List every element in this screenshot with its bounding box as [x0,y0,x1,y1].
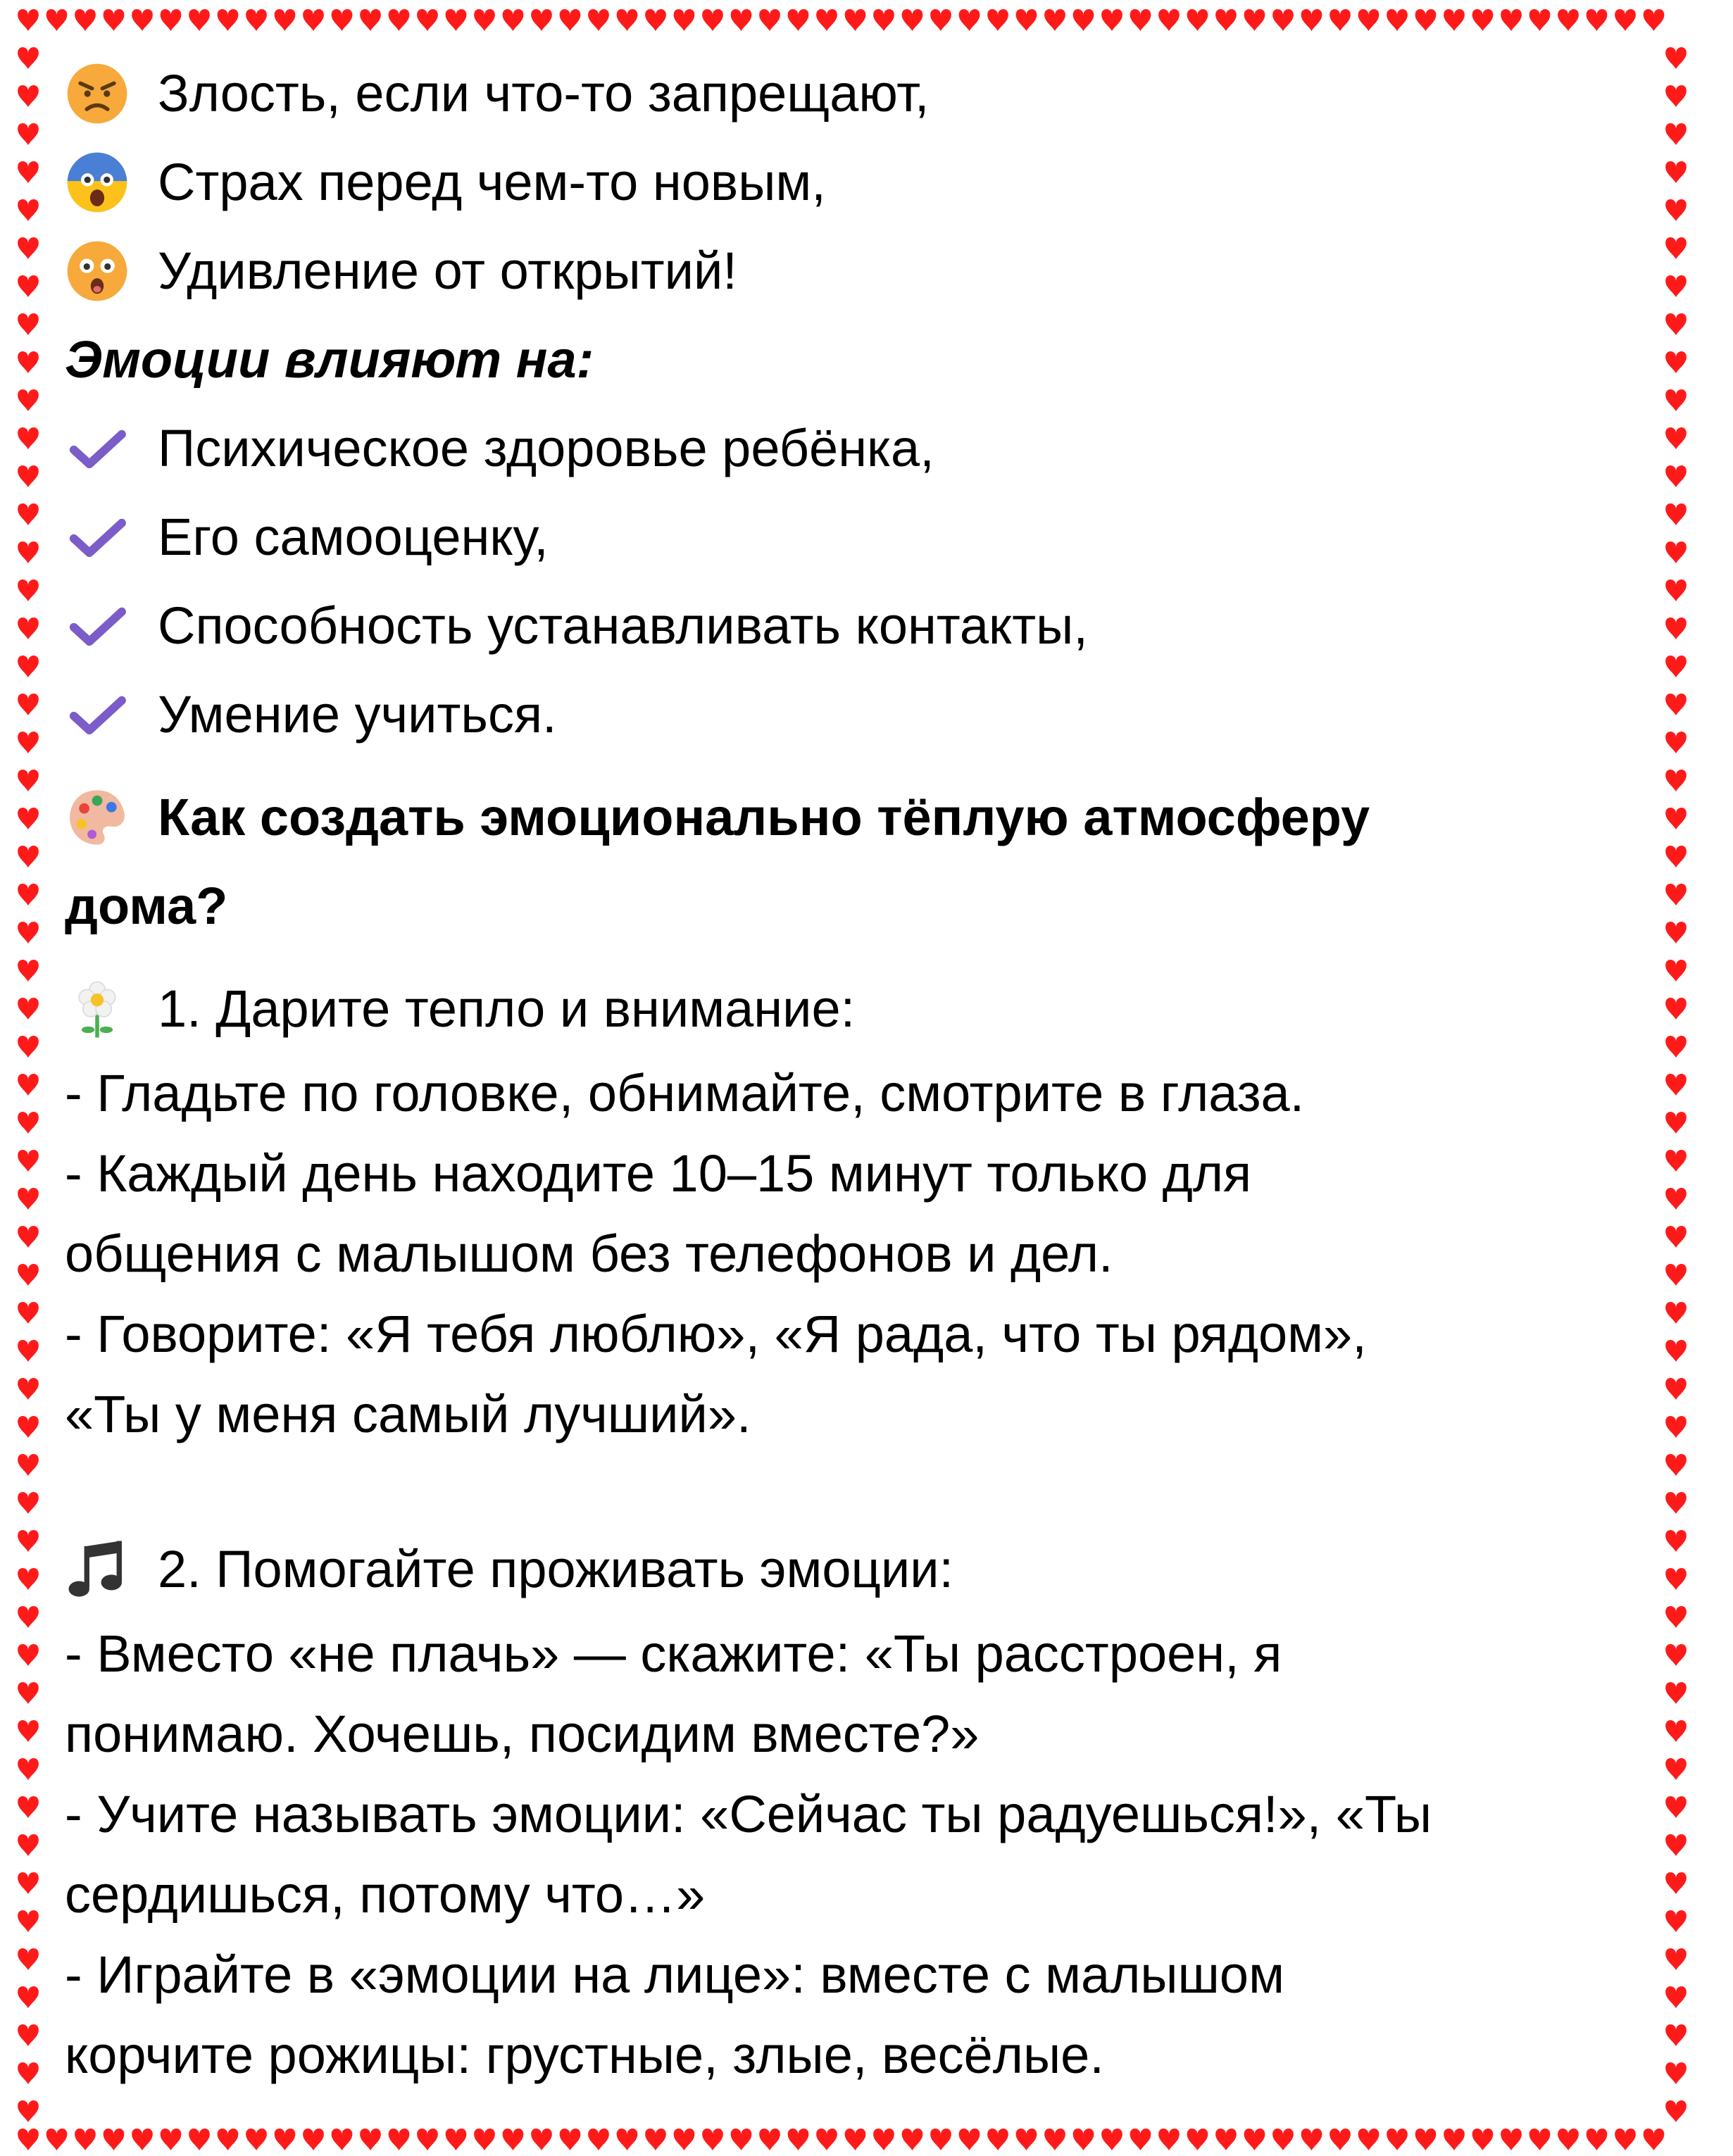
heart-icon [1615,2129,1636,2150]
heart-icon [1665,541,1687,563]
heart-icon [474,2129,495,2150]
heart-icon [18,1872,39,1894]
check-mark-icon [65,682,130,747]
heart-icon [531,9,552,31]
heart-icon [1330,9,1351,31]
heart-icon [731,9,752,31]
heart-icon [560,9,581,31]
heart-icon [1644,9,1665,31]
heart-icon [1665,1036,1687,1058]
heart-icon [18,1112,39,1134]
heart-icon [18,998,39,1020]
emotion-text: Страх перед чем-то новым, [158,153,826,211]
heart-icon [759,2129,780,2150]
heart-icon [389,9,410,31]
heart-icon [18,1682,39,1704]
heart-icon [1501,9,1522,31]
heart-icon [18,732,39,753]
heart-icon [446,9,467,31]
heart-icon [1387,2129,1408,2150]
heart-icon [959,9,980,31]
heart-icon [18,694,39,715]
heart-icon [218,2129,239,2150]
heart-icon [702,9,723,31]
influence-item [65,493,1656,582]
heart-icon [75,9,96,31]
heart-icon [18,1606,39,1628]
heart-icon [1665,275,1687,297]
heart-icon [1665,123,1687,145]
heart-icon [1330,2129,1351,2150]
heart-icon [1016,9,1037,31]
heart-icon [1665,1910,1687,1932]
heart-icon [18,2129,39,2150]
fearful-face-icon [65,150,130,215]
heart-icon [1358,2129,1379,2150]
heart-icon [18,1530,39,1552]
heart-icon [1215,9,1237,31]
heart-icon [1665,1606,1687,1628]
tip1-title [65,965,1656,1053]
heart-icon [1187,9,1208,31]
heart-icon [18,1264,39,1286]
heart-icon [1665,1986,1687,2008]
heart-icon [1272,9,1294,31]
heart-icon [1665,237,1687,259]
heart-icon [18,161,39,183]
heart-icon [1665,1530,1687,1552]
heart-icon [1130,2129,1151,2150]
heart-icon [902,2129,923,2150]
heart-icon [1044,2129,1065,2150]
tip1-line: - Гладьте по головке, обнимайте, смотрите в глаза. [65,1064,1305,1122]
heart-icon [75,2129,96,2150]
heart-icon [303,9,324,31]
heart-icon [18,1910,39,1932]
heart-icon [275,9,296,31]
heart-icon [987,2129,1008,2150]
heart-icon [1665,1188,1687,1210]
heart-icon [1301,9,1322,31]
heart-icon [18,9,39,31]
heart-icon [1665,465,1687,487]
heart-icon [18,85,39,107]
heart-icon [1665,922,1687,944]
heart-icon [1665,2024,1687,2046]
heart-icon [1665,1720,1687,1742]
tip1-line: - Говорите: «Я тебя люблю», «Я рада, что ты рядом», [65,1305,1367,1363]
heart-icon [417,9,438,31]
emotion-item-fear [65,138,1656,227]
heart-icon [18,1796,39,1818]
tip1-line: общения с малышом без телефонов и дел. [65,1224,1113,1283]
heart-icon [1244,9,1265,31]
document-content [65,49,1656,2095]
heart-icon [1665,161,1687,183]
heart-icon [18,351,39,373]
heart-icon [275,2129,296,2150]
heart-icon [18,1454,39,1476]
heart-icon [1665,199,1687,221]
heart-icon [18,656,39,677]
heart-icon [18,123,39,145]
influence-text: Способность устанавливать контакты, [158,596,1088,655]
heart-icon [531,2129,552,2150]
heart-icon [218,9,239,31]
heart-icon [902,9,923,31]
heart-icon [1415,9,1437,31]
heart-icon [18,1226,39,1248]
heart-icon [1272,2129,1294,2150]
heart-icon [1665,998,1687,1020]
heart-icon [1665,1492,1687,1514]
flower-icon [65,977,130,1041]
heart-icon [1665,1682,1687,1704]
heart-icon [816,2129,837,2150]
heart-icon [246,9,267,31]
heart-icon [1044,9,1065,31]
heart-icon [332,9,353,31]
heart-icon [18,808,39,829]
heart-icon [1558,2129,1579,2150]
heart-icon [18,541,39,563]
heart-icon [1665,960,1687,982]
heart-icon [645,9,666,31]
heart-icon [474,9,495,31]
heart-icon [1387,9,1408,31]
heart-icon [1101,2129,1122,2150]
heart-icon [18,846,39,867]
heart-icon [303,2129,324,2150]
heart-icon [1665,1872,1687,1894]
heart-icon [1665,1302,1687,1324]
heart-icon [873,2129,894,2150]
heart-icon [588,9,609,31]
heart-icon [360,2129,381,2150]
heart-icon [1587,9,1608,31]
heart-icon [1073,2129,1094,2150]
heart-icon [18,1416,39,1438]
heart-icon [1644,2129,1665,2150]
heart-icon [1665,1758,1687,1780]
heart-icon [332,2129,353,2150]
heart-icon [1130,9,1151,31]
heart-icon [1665,1796,1687,1818]
heart-icon [1444,2129,1465,2150]
heart-icon [1665,656,1687,677]
heart-icon [18,1644,39,1666]
heart-icon [446,2129,467,2150]
heart-icon [18,389,39,411]
heart-icon [1665,732,1687,753]
influence-item [65,670,1656,759]
heart-icon [1587,2129,1608,2150]
heart-icon [132,9,153,31]
heart-icon [18,1150,39,1172]
astonished-face-icon [65,239,130,303]
heart-icon [987,9,1008,31]
heart-icon [1665,2100,1687,2122]
heart-icon [18,884,39,905]
heart-icon [18,1758,39,1780]
heart-icon [246,2129,267,2150]
heart-icon [360,9,381,31]
heart-icon [1073,9,1094,31]
heart-icon [1665,618,1687,639]
heart-icon [1244,2129,1265,2150]
emotion-text: Удивление от открытий! [158,242,737,300]
heart-icon [18,2100,39,2122]
heart-icon [104,9,125,31]
heart-icon [1665,1340,1687,1362]
heart-icon [46,2129,68,2150]
heart-icon [1472,2129,1494,2150]
heart-icon [1665,427,1687,449]
heart-icon [1665,1416,1687,1438]
heart-icon [1016,2129,1037,2150]
heart-icon [1665,1150,1687,1172]
heart-icon [873,9,894,31]
heart-icon [1665,389,1687,411]
heart-icon [617,2129,638,2150]
tip2-title-text: 2. Помогайте проживать эмоции: [158,1540,954,1598]
heart-icon [18,1378,39,1400]
tip1-line: «Ты у меня самый лучший». [65,1385,751,1443]
heart-icon [959,2129,980,2150]
heart-icon [18,579,39,601]
heart-icon [1665,1264,1687,1286]
heart-icon [18,2062,39,2084]
check-mark-icon [65,416,130,481]
heart-icon [1665,351,1687,373]
heart-icon [1158,9,1180,31]
heart-icon [18,275,39,297]
heart-icon [702,2129,723,2150]
heart-icon [1665,1226,1687,1248]
heart-icon [1665,1454,1687,1476]
heart-icon [46,9,68,31]
heart-icon [1665,1948,1687,1970]
heart-icon [1665,884,1687,905]
heart-icon [1665,808,1687,829]
heart-icon [1665,1378,1687,1400]
heart-icon [18,1188,39,1210]
heart-icon [1665,846,1687,867]
heart-icon [1665,694,1687,715]
emotion-item-surprise [65,227,1656,315]
heart-icon [18,1036,39,1058]
heart-icon [617,9,638,31]
heart-icon [930,2129,951,2150]
heart-icon [1501,2129,1522,2150]
heart-icon [1101,9,1122,31]
heart-icon [18,237,39,259]
emotion-text: Злость, если что-то запрещают, [158,64,930,123]
heart-icon [503,9,524,31]
heart-icon [1415,2129,1437,2150]
heart-icon [816,9,837,31]
heart-icon [1665,2062,1687,2084]
heart-icon [1665,1568,1687,1590]
tip1-line: - Каждый день находите 10–15 минут только для [65,1144,1252,1203]
artist-palette-icon [65,785,130,850]
heart-icon [1665,503,1687,525]
heart-icon [18,1948,39,1970]
tip2-line: - Вместо «не плачь» — скажите: «Ты расстроен, я [65,1624,1282,1683]
heart-icon [1301,2129,1322,2150]
tip2-line: - Учите называть эмоции: «Сейчас ты радуешься!», «Ты [65,1785,1432,1843]
check-mark-icon [65,505,130,570]
heart-icon [18,770,39,791]
heart-icon [18,47,39,69]
heart-icon [18,1568,39,1590]
heart-icon [1615,9,1636,31]
heart-icon [104,2129,125,2150]
heart-icon [132,2129,153,2150]
heart-icon [18,503,39,525]
heart-icon [189,2129,210,2150]
influence-item [65,404,1656,493]
heart-icon [1665,313,1687,335]
heart-icon [560,2129,581,2150]
heart-icon [1665,85,1687,107]
heart-icon [1665,1112,1687,1134]
heart-icon [18,618,39,639]
heart-icon [759,9,780,31]
heart-icon [1665,1834,1687,1856]
section-heading-line1 [65,773,1656,862]
heart-icon [674,9,695,31]
music-notes-icon [65,1537,130,1602]
heart-icon [18,1720,39,1742]
heart-icon [1187,2129,1208,2150]
heart-icon [1665,1644,1687,1666]
heart-icon [1529,2129,1551,2150]
emotion-item-anger [65,49,1656,138]
heart-icon [161,2129,182,2150]
heart-icon [18,960,39,982]
heart-icon [1358,9,1379,31]
heart-icon [1215,2129,1237,2150]
heart-icon [18,1340,39,1362]
heart-icon [18,922,39,944]
heart-icon [1665,1074,1687,1096]
tip2-line: понимаю. Хочешь, посидим вместе?» [65,1705,980,1763]
heart-icon [18,1986,39,2008]
heart-icon [18,199,39,221]
check-mark-icon [65,594,130,658]
heart-icon [18,1492,39,1514]
influence-item [65,582,1656,670]
heart-icon [788,2129,809,2150]
influence-text: Психическое здоровье ребёнка, [158,419,934,477]
heart-icon [1444,9,1465,31]
heart-icon [389,2129,410,2150]
heart-icon [1472,9,1494,31]
influence-text: Умение учиться. [158,685,557,744]
influence-text: Его самооценку, [158,508,549,566]
heart-icon [18,313,39,335]
heart-icon [18,427,39,449]
angry-face-icon [65,61,130,126]
tip2-title [65,1525,1656,1614]
heart-icon [1665,579,1687,601]
heart-icon [1558,9,1579,31]
tip2-line: корчите рожицы: грустные, злые, весёлые. [65,2026,1104,2084]
heart-icon [1665,47,1687,69]
heart-icon [1158,2129,1180,2150]
heart-icon [18,465,39,487]
heart-icon [18,1834,39,1856]
heart-icon [1665,770,1687,791]
heart-icon [417,2129,438,2150]
heart-icon [18,1302,39,1324]
heart-icon [588,2129,609,2150]
heart-icon [845,9,866,31]
heart-icon [189,9,210,31]
heart-icon [788,9,809,31]
heart-icon [645,2129,666,2150]
heart-icon [845,2129,866,2150]
heart-icon [161,9,182,31]
heart-icon [18,2024,39,2046]
tip2-line: сердишься, потому что…» [65,1865,706,1924]
heart-icon [503,2129,524,2150]
influence-heading: Эмоции влияют на: [65,330,594,389]
section-heading-text: Как создать эмоционально тёплую атмосферу [158,788,1370,846]
section-heading-line2: дома? [65,877,228,935]
heart-icon [1529,9,1551,31]
heart-icon [18,1074,39,1096]
heart-icon [674,2129,695,2150]
heart-icon [731,2129,752,2150]
tip1-title-text: 1. Дарите тепло и внимание: [158,979,856,1038]
tip2-line: - Играйте в «эмоции на лице»: вместе с малышом [65,1945,1284,2004]
heart-icon [930,9,951,31]
